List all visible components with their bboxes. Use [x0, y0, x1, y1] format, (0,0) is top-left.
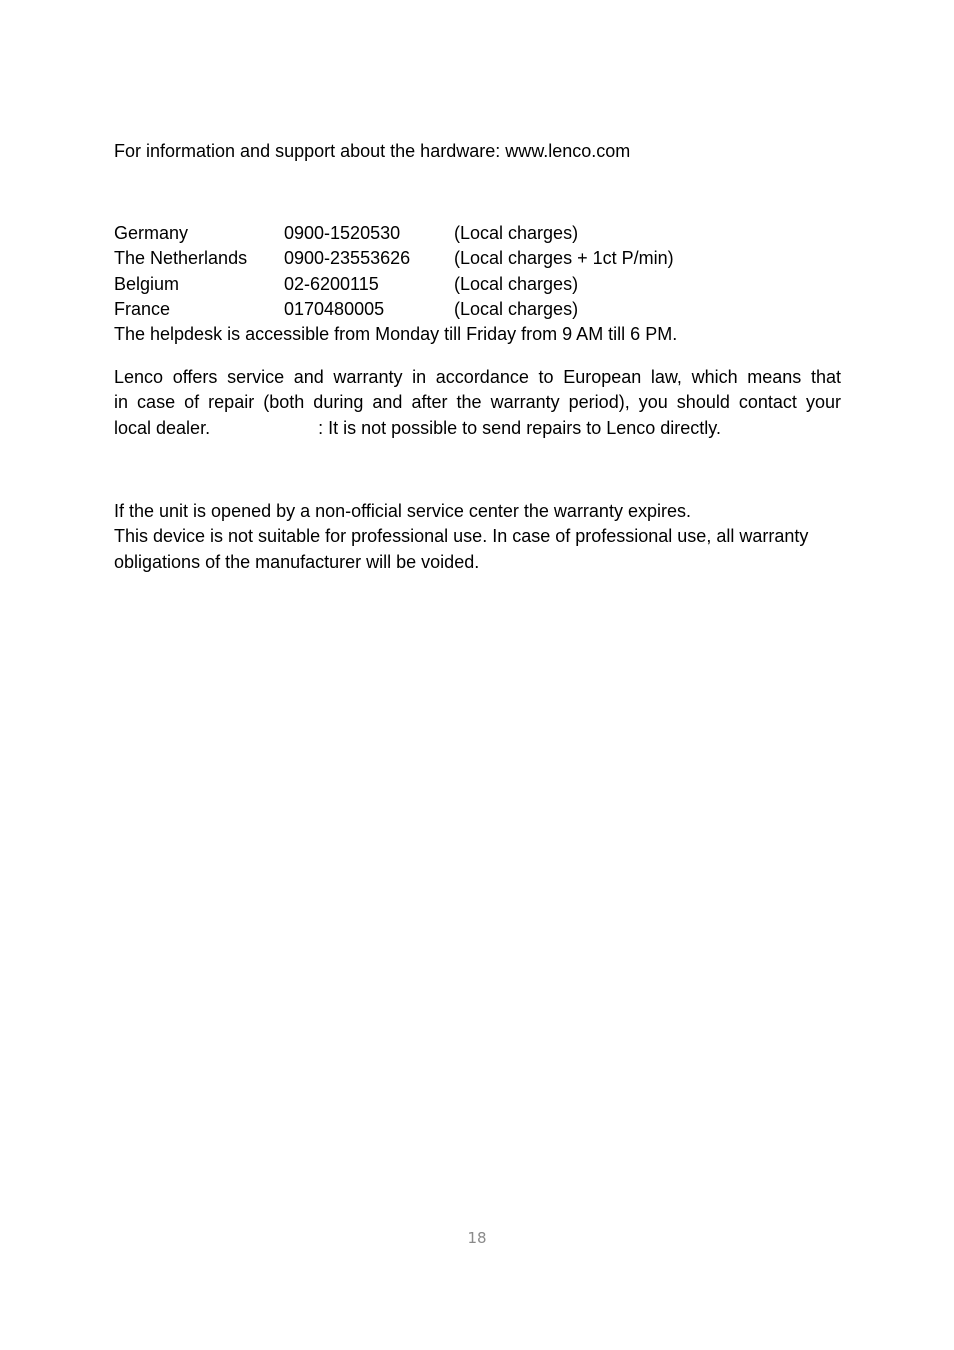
charges-note: (Local charges) [454, 223, 579, 243]
phone-number: 0170480005 [284, 298, 385, 319]
warranty-line-end: : It is not possible to send repairs to Lenco directly. [318, 417, 721, 438]
phone-number: 0900-1520530 [284, 223, 401, 243]
helpdesk-hours: The helpdesk is accessible from Monday till Friday from 9 AM till 6 PM. [114, 324, 678, 344]
country-label: France [114, 298, 171, 319]
phone-number: 0900-23553626 [284, 248, 411, 269]
warranty-line-start: local dealer. [114, 417, 211, 438]
phone-number: 02-6200115 [284, 273, 379, 294]
note-line: obligations of the manufacturer will be voided. [114, 551, 480, 572]
charges-note: (Local charges) [454, 298, 579, 319]
country-label: Belgium [114, 273, 180, 294]
country-label: Germany [114, 223, 189, 243]
country-label: The Netherlands [114, 248, 248, 269]
note-line: This device is not suitable for professional use. In case of professional use, all warranty [114, 526, 809, 547]
warranty-line [114, 416, 841, 441]
warranty-paragraph [114, 365, 841, 441]
charges-note: (Local charges) [454, 273, 579, 294]
charges-note: (Local charges + 1ct P/min) [454, 248, 674, 269]
support-info-line: For information and support about the hardware: www.lenco.com [114, 141, 631, 161]
warranty-line: Lenco offers service and warranty in accordance to European law, which means that [114, 367, 841, 387]
note-line: If the unit is opened by a non-official service center the warranty expires. [114, 501, 691, 521]
warranty-line: in case of repair (both during and after the warranty period), you should contact your [114, 392, 841, 413]
warranty-notes [114, 499, 854, 575]
page-number: 18 [467, 1229, 487, 1247]
